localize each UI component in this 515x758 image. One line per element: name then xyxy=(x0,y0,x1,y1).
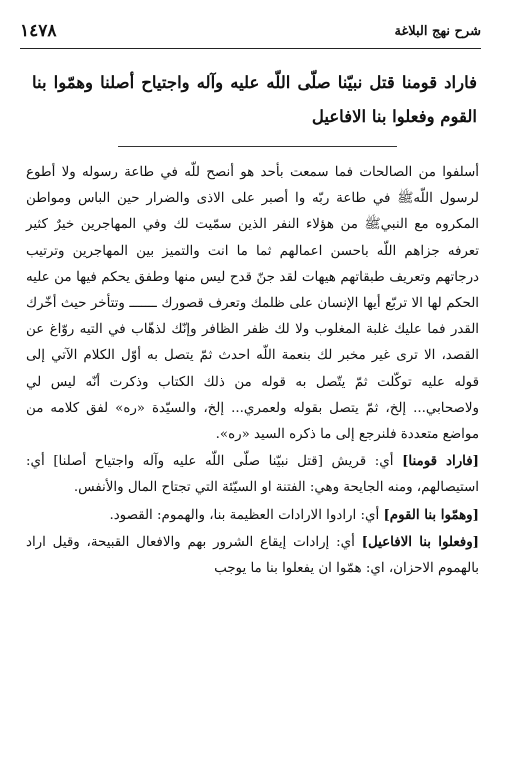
section-divider xyxy=(118,146,397,147)
gloss-lemma: [وهمّوا بنا القوم] xyxy=(383,506,479,523)
commentary-body xyxy=(26,160,479,582)
gloss-entry xyxy=(26,529,479,582)
gloss-text: أي: ارادوا الارادات العظيمة بنا، والهموم: القصود. xyxy=(109,507,384,523)
page-header xyxy=(20,18,481,49)
sermon-quote: فاراد قومنا قتل نبيّنا صلّى اللّه عليه وآله واجتياح أصلنا وهمّوا بنا القوم وفعلوا بنا الافاعيل xyxy=(32,73,477,126)
gloss-text: أي: قريش [قتل نبيّنا صلّى اللّه عليه وآله واجتياح أصلنا] أي: استيصالهم، ومنه الجايحة وهي: الفتنة او السيّئة التي تجتاح المال والأنفس. xyxy=(26,454,479,496)
gloss-entry xyxy=(26,502,479,529)
gloss-text: أي: إرادات إيقاع الشرور بهم والافعال القبيحة، وقيل اراد بالهموم الاحزان، اي: همّوا ان يفعلوا بنا ما يوجب xyxy=(26,534,479,577)
commentary-paragraph: أسلفوا من الصالحات فما سمعت بأحد هو أنصح للّه في طاعة رسوله ولا أطوع لرسول اللّهﷺ في طاعة ربّه وا أصبر على الاذى والضرار حين الباس ومواطن المكروه مع النبيﷺ من هؤلاء النفر الذين سمّيت لك وفي المهاجرين خيرٌ كثير تعرفه جزاهم اللّه باحسن اعمالهم ثما ما انت والتميز بين المهاجرين وترتيب درجاتهم وتعريف طبقاتهم هيهات لقد جنّ قدح ليس منها وطفق يحكم فيها من عليه الحكم لها الا تربّع أيها الإنسان على ظلمك وتعرف قصورك ـــــــ وتتأخر حيث أخّرك القدر فما عليك غلبة المغلوب ولا لك ظفر الظافر وإنّك لذهّاب في التيه روّاغ عن القصد، الا ترى غير مخبر لك بنعمة اللّه احدث ثمّ يتصل به أوّل الكلام الآتي إلى قوله عليه توكّلت ثمّ يتّصل به قوله من ذلك الكتاب وذكرت أنّه ليس لي ولاصحابي... إلخ، ثمّ يتصل بقوله ولعمري... إلخ، والسيّدة «ره» لفق كلامه من مواضع متعددة فلنرجع إلى ما ذكره السيد «ره». xyxy=(26,165,479,443)
running-title: شرح نهج البلاغة xyxy=(394,23,481,39)
gloss-lemma: [وفعلوا بنا الافاعيل] xyxy=(361,533,479,550)
page-number: ١٤٧٨ xyxy=(20,21,57,41)
gloss-lemma: [فاراد قومنا] xyxy=(402,453,479,470)
gloss-entry xyxy=(26,448,479,501)
